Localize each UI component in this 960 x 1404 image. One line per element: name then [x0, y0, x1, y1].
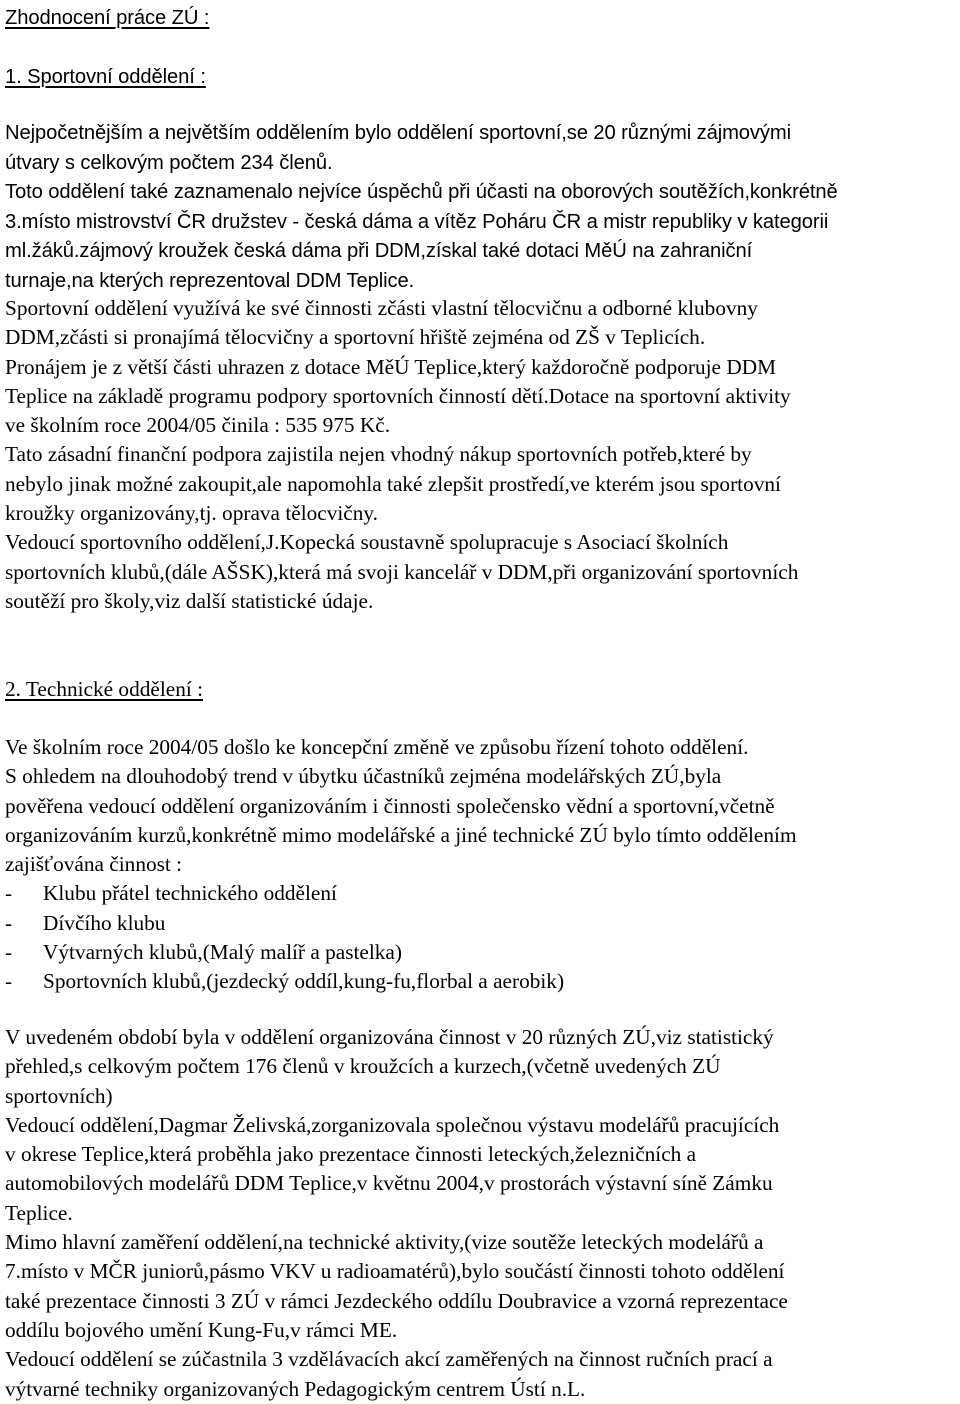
paragraph-line: v okrese Teplice,která proběhla jako prezentace činnosti leteckých,železničních a: [5, 1142, 697, 1167]
paragraph-line: také prezentace činnosti 3 ZÚ v rámci Jezdeckého oddílu Doubravice a vzorná reprezentace: [5, 1288, 788, 1313]
paragraph-line: výtvarné techniky organizovaných Pedagogickým centrem Ústí n.L.: [5, 1376, 586, 1401]
list-item-text: Dívčího klubu: [43, 910, 166, 935]
paragraph-line: přehled,s celkovým počtem 176 členů v kroužcích a kurzech,(včetně uvedených ZÚ: [5, 1054, 721, 1079]
list-item-text: Klubu přátel technického oddělení: [43, 881, 337, 906]
paragraph-line: ml.žáků.zájmový kroužek česká dáma při DDM,získal také dotaci MěÚ na zahraniční: [5, 240, 753, 262]
paragraph-line: Sportovní oddělení využívá ke své činnosti zčásti vlastní tělocvičnu a odborné klubovny: [5, 296, 758, 320]
bullet-marker: -: [5, 881, 13, 906]
bullet-marker: -: [5, 940, 13, 965]
section-sportovni-details: [5, 294, 798, 616]
paragraph-line: Vedoucí sportovního oddělení,J.Kopecká soustavně spolupracuje s Asociací školních: [5, 530, 729, 555]
paragraph-line: soutěží pro školy,viz další statistické údaje.: [5, 588, 374, 613]
paragraph-line: 3.místo mistrovství ČR družstev - česká dáma a vítěz Poháru ČR a mistr republiky v kategorii: [5, 210, 829, 233]
paragraph-line: sportovních): [5, 1083, 113, 1108]
list-item-text: Sportovních klubů,(jezdecký oddíl,kung-fu,florbal a aerobik): [43, 969, 565, 994]
paragraph-line: turnaje,na kterých reprezentoval DDM Teplice.: [5, 269, 415, 292]
paragraph-line: pověřena vedoucí oddělení organizováním i činnosti společensko vědní a sportovní,včetně: [5, 793, 775, 818]
paragraph-line: ve školním roce 2004/05 činila : 535 975 Kč.: [5, 413, 391, 438]
paragraph-line: Ve školním roce 2004/05 došlo ke koncepční změně ve způsobu řízení tohoto oddělení.: [5, 735, 749, 759]
paragraph-line: Pronájem je z větší části uhrazen z dotace MěÚ Teplice,který každoročně podporuje DDM: [5, 354, 777, 379]
paragraph-line: 7.místo v MČR juniorů,pásmo VKV u radioamatérů),bylo součástí činnosti tohoto oddělení: [5, 1259, 785, 1284]
paragraph-line: S ohledem na dlouhodobý trend v úbytku účastníků zejména modelářských ZÚ,byla: [5, 764, 722, 789]
document-title: Zhodnocení práce ZÚ :: [5, 7, 210, 29]
section-technicke-details: [5, 1023, 788, 1404]
paragraph-line: zajišťována činnost :: [5, 852, 183, 877]
paragraph-line: Vedoucí oddělení se zúčastnila 3 vzdělávacích akcí zaměřených na činnost ručních prací a: [5, 1347, 773, 1372]
bullet-marker: -: [5, 969, 13, 994]
paragraph-line: Teplice na základě programu podpory sportovních činností dětí.Dotace na sportovní aktivity: [5, 383, 791, 408]
section-heading-sportovni: 1. Sportovní oddělení :: [5, 66, 206, 88]
paragraph-line: DDM,zčásti si pronajímá tělocvičny a sportovní hřiště zejména od ZŠ v Teplicích.: [5, 325, 706, 350]
paragraph-line: útvary s celkovým počtem 234 členů.: [5, 151, 333, 174]
list-item: [5, 938, 797, 967]
paragraph-line: Nejpočetnějším a největším oddělením bylo oddělení sportovní,se 20 různými zájmovými: [5, 122, 792, 144]
paragraph-line: Teplice.: [5, 1200, 73, 1225]
bullet-marker: -: [5, 910, 13, 935]
paragraph-line: Toto oddělení také zaznamenalo nejvíce úspěchů při účasti na oborových soutěžích,konkrétně: [5, 181, 838, 203]
list-item: [5, 879, 797, 908]
section-technicke-intro: [5, 733, 797, 997]
paragraph-line: nebylo jinak možné zakoupit,ale napomohla také zlepšit prostředí,ve kterém jsou sportovní: [5, 471, 781, 496]
list-item: [5, 909, 797, 938]
list-item-text: Výtvarných klubů,(Malý malíř a pastelka): [43, 940, 402, 965]
paragraph-line: Tato zásadní finanční podpora zajistila nejen vhodný nákup sportovních potřeb,které by: [5, 442, 752, 467]
paragraph-line: oddílu bojového umění Kung-Fu,v rámci ME.: [5, 1317, 398, 1342]
paragraph-line: sportovních klubů,(dále AŠSK),která má svoji kancelář v DDM,při organizování sportovních: [5, 559, 799, 584]
paragraph-line: V uvedeném období byla v oddělení organizována činnost v 20 různých ZÚ,viz statistický: [5, 1025, 774, 1049]
paragraph-line: kroužky organizovány,tj. oprava tělocvičny.: [5, 501, 378, 526]
paragraph-line: automobilových modelářů DDM Teplice,v květnu 2004,v prostorách výstavní síně Zámku: [5, 1171, 773, 1196]
section-sportovni-intro: [5, 119, 838, 296]
paragraph-line: Vedoucí oddělení,Dagmar Želivská,zorganizovala společnou výstavu modelářů pracujících: [5, 1112, 780, 1137]
paragraph-line: organizováním kurzů,konkrétně mimo modelářské a jiné technické ZÚ bylo tímto oddělením: [5, 822, 797, 847]
section-heading-technicke: 2. Technické oddělení :: [5, 677, 204, 701]
paragraph-line: Mimo hlavní zaměření oddělení,na technické aktivity,(vize soutěže leteckých modelářů a: [5, 1230, 764, 1255]
list-item: [5, 967, 797, 996]
